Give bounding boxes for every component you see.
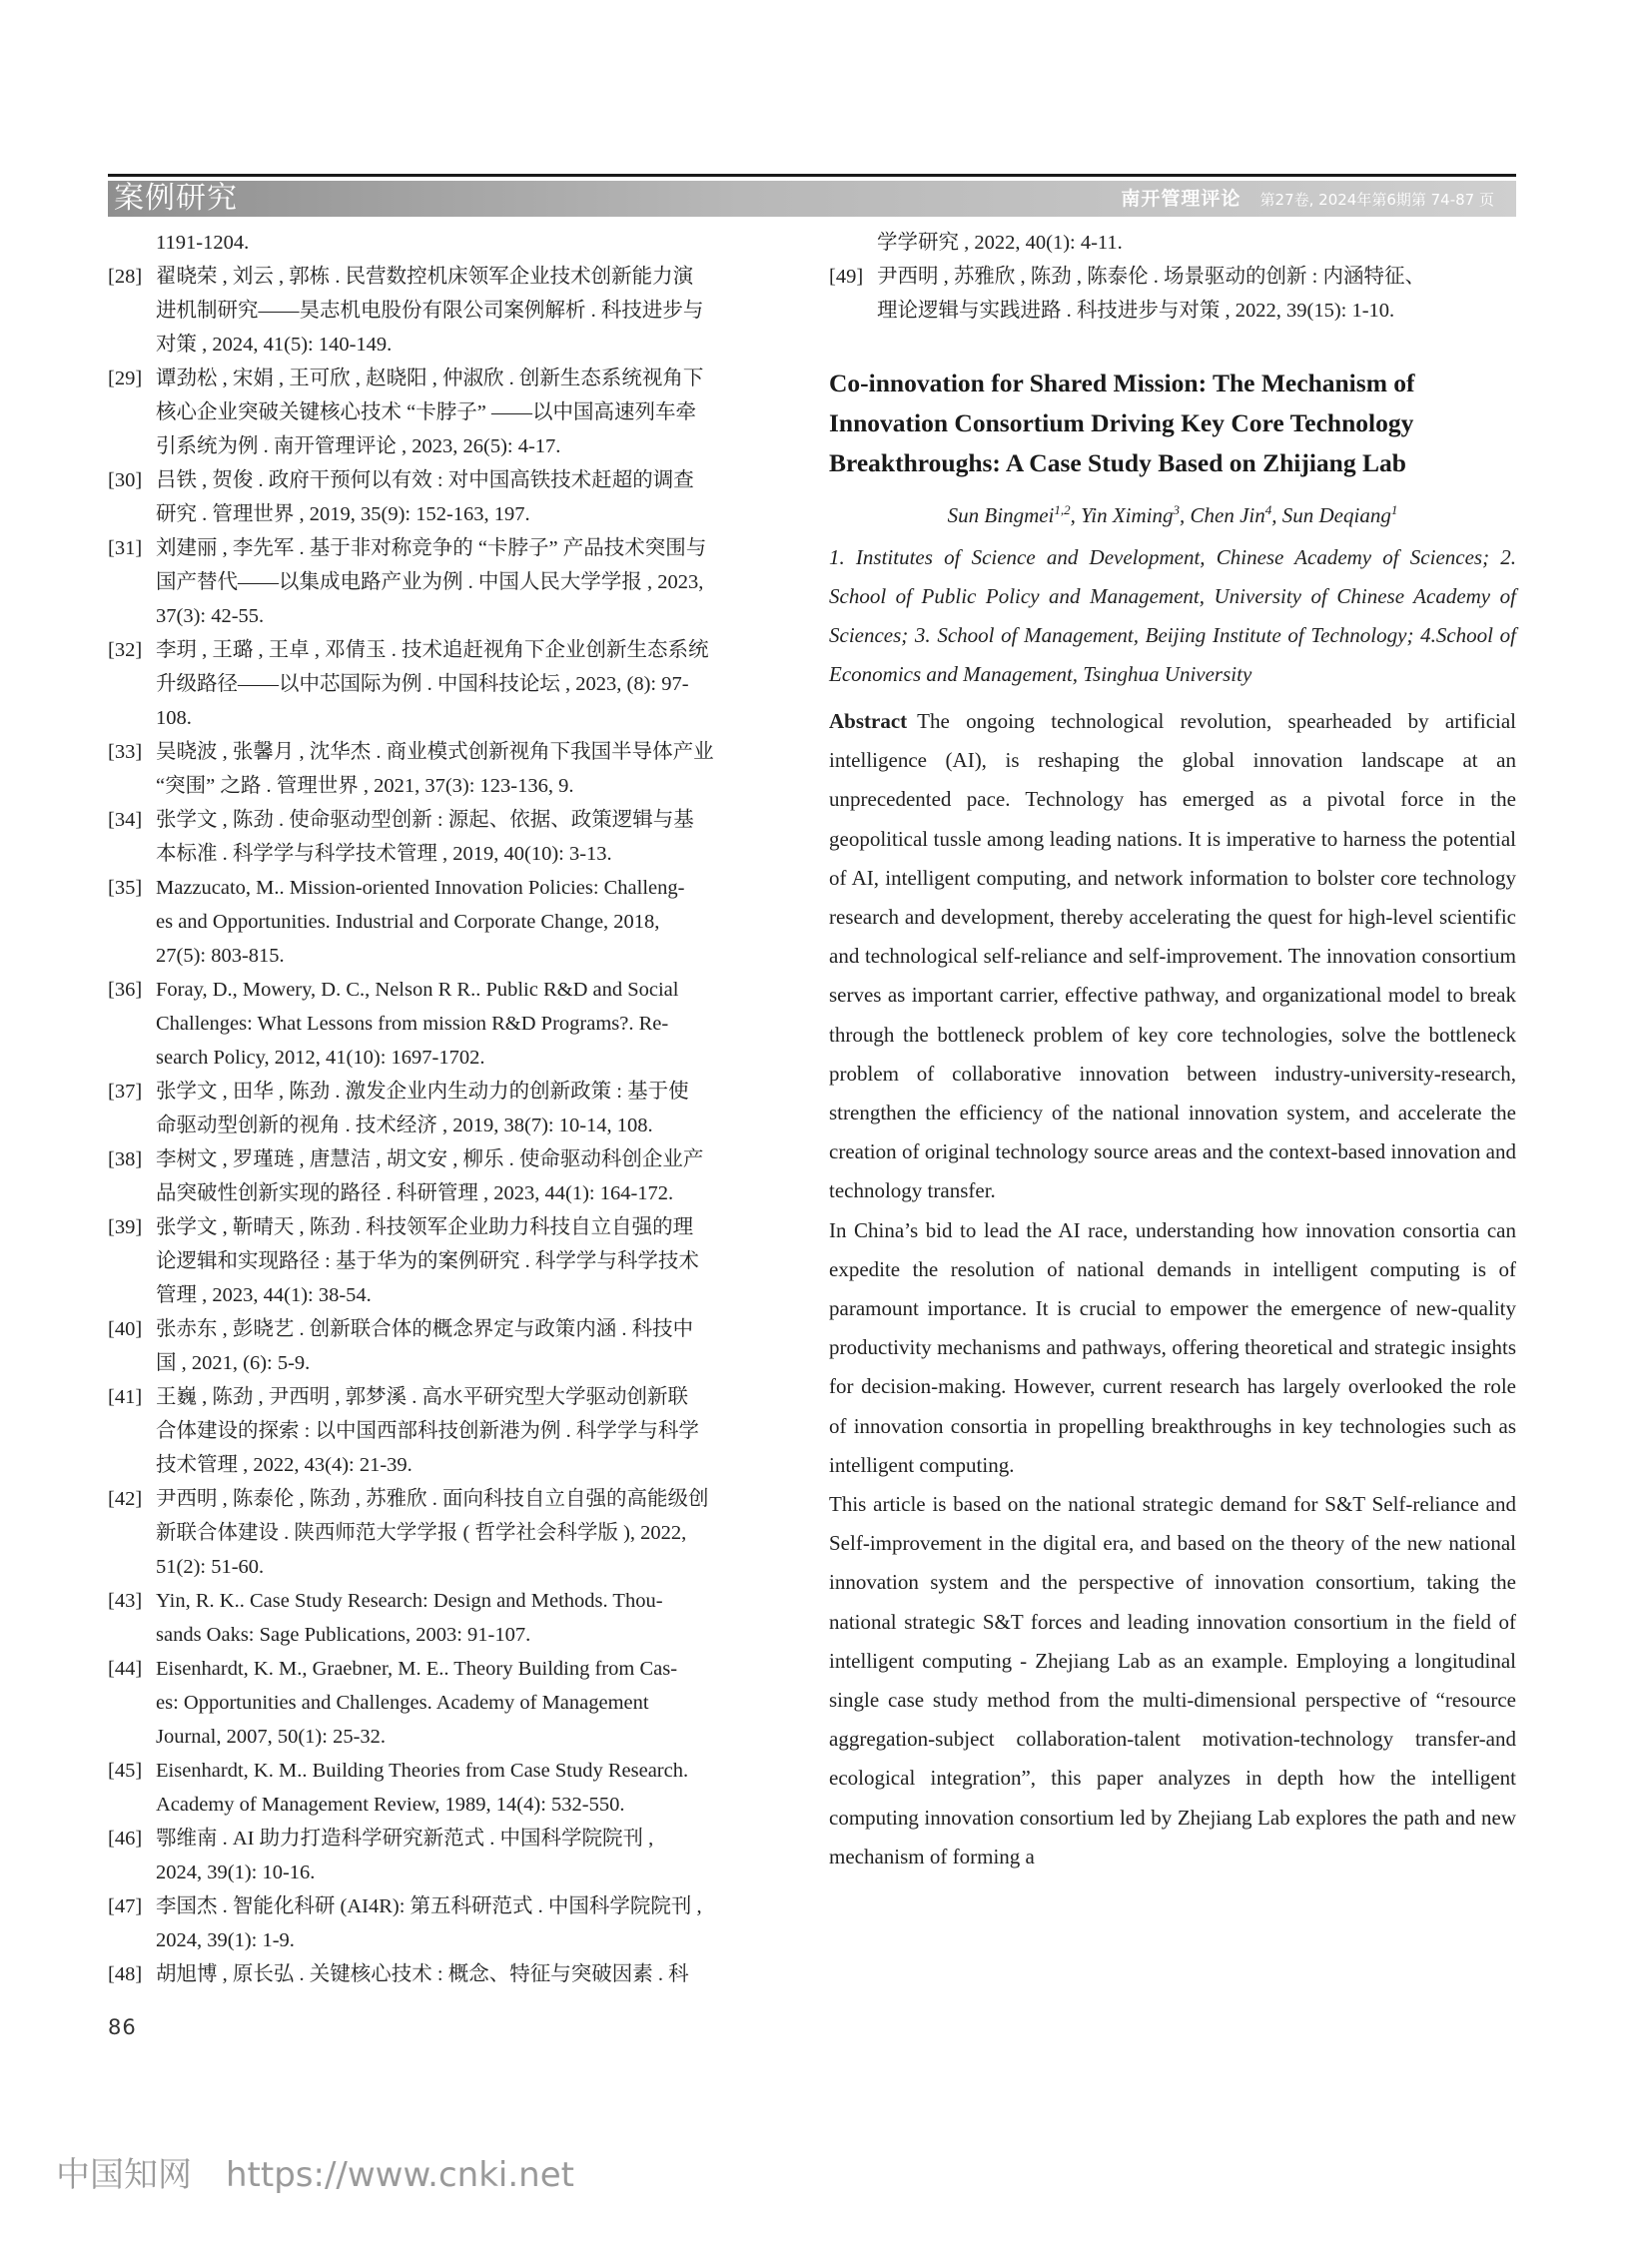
reference-line: 国 , 2021, (6): 5-9. (156, 1352, 311, 1374)
reference-line: 张学文 , 田华 , 陈劲 . 激发企业内生动力的创新政策 : 基于使 (156, 1081, 689, 1103)
reference-text (156, 531, 792, 633)
reference-number: [31] (108, 537, 143, 559)
reference-item (108, 1652, 792, 1754)
reference-number: [45] (108, 1760, 143, 1782)
author-affiliation-marker: 3 (1173, 502, 1181, 517)
cnki-watermark (56, 2147, 574, 2196)
reference-number: [43] (108, 1590, 143, 1612)
reference-item (108, 463, 792, 531)
reference-item (108, 803, 792, 871)
reference-item (108, 735, 792, 803)
authors-line: Sun Bingmei$^{1,2}$, Yin Ximing$^3$, Chen Jin$^4$, Sun Deqiang$^1$ (947, 502, 1398, 527)
reference-item (108, 1889, 792, 1957)
page-number: 86 (108, 2015, 137, 2039)
reference-text (156, 362, 792, 463)
reference-item (108, 1957, 792, 1991)
reference-item (108, 871, 792, 973)
author-name: Sun Deqiang (1281, 503, 1391, 527)
reference-item (108, 362, 792, 463)
reference-number: [47] (108, 1895, 143, 1917)
reference-line: Eisenhardt, K. M., Graebner, M. E.. Theory Building from Cas- (156, 1658, 678, 1680)
english-title: Co-innovation for Shared Mission: The Mechanism of Innovation Consortium Driving Key Core Technology Breakthroughs: A Case Study Based on Zhijiang Lab (829, 369, 1415, 477)
reference-item (108, 1312, 792, 1380)
reference-number: [42] (108, 1488, 143, 1510)
reference-line: 2024, 39(1): 1-9. (156, 1929, 295, 1951)
abstract-text-1: The ongoing technological revolution, spearheaded by artificial intelligence (AI), is reshaping the global innovation landscape at an unprecedented pace. Technology has emerged as a pivotal force in the geopolitical tussle among leading nations. It is imperative to harness the potential of AI, intelligent computing, and network information to bolster core technology research and development, thereby accelerating the quest for high-level scientific and technological self-reliance and self-improvement. The innovation consortium serves as important carrier, effective pathway, and organizational model to break through the bottleneck problem of key core technologies, solve the bottleneck problem of collaborative innovation between industry-university-research, strengthen the efficiency of the national innovation system, and accelerate the creation of original technology source areas and the context-based innovation and technology transfer. (829, 709, 1516, 1203)
reference-text (156, 1652, 792, 1754)
reference-number: [33] (108, 741, 143, 763)
header-rule (108, 174, 1516, 177)
reference-line: 对策 , 2024, 41(5): 140-149. (156, 334, 393, 356)
reference-number: [44] (108, 1658, 143, 1680)
reference-text (156, 1075, 792, 1142)
reference-line: 王巍 , 陈劲 , 尹西明 , 郭梦溪 . 高水平研究型大学驱动创新联 (156, 1386, 688, 1408)
reference-line: 理论逻辑与实践进路 . 科技进步与对策 , 2022, 39(15): 1-10. (877, 300, 1395, 322)
reference-text (156, 463, 792, 531)
reference-line: 吕铁 , 贺俊 . 政府干预何以有效 : 对中国高铁技术赶超的调查 (156, 469, 694, 491)
reference-line: 管理 , 2023, 44(1): 38-54. (156, 1284, 372, 1306)
reference-text (156, 1210, 792, 1312)
reference-line: “突围” 之路 . 管理世界 , 2021, 37(3): 123-136, 9. (156, 775, 574, 797)
reference-text (156, 1142, 792, 1210)
reference-line: Yin, R. K.. Case Study Research: Design and Methods. Thou- (156, 1590, 663, 1612)
reference-line: 研究 . 管理世界 , 2019, 35(9): 152-163, 197. (156, 503, 530, 525)
reference-item (108, 531, 792, 633)
reference-continuation: 1191-1204. (156, 232, 250, 254)
right-column (829, 226, 1516, 1876)
reference-line: 鄂维南 . AI 助力打造科学研究新范式 . 中国科学院院刊 , (156, 1828, 654, 1850)
reference-line: 谭劲松 , 宋娟 , 王可欣 , 赵晓阳 , 仲淑欣 . 创新生态系统视角下 (156, 368, 704, 389)
reference-number: [46] (108, 1828, 143, 1850)
reference-line: Academy of Management Review, 1989, 14(4): 532-550. (156, 1794, 625, 1816)
reference-text (156, 1380, 792, 1482)
reference-line: 张赤东 , 彭晓艺 . 创新联合体的概念界定与政策内涵 . 科技中 (156, 1318, 694, 1340)
reference-item (108, 1380, 792, 1482)
reference-line: search Policy, 2012, 41(10): 1697-1702. (156, 1047, 485, 1069)
reference-number: [48] (108, 1963, 143, 1985)
reference-line: 新联合体建设 . 陕西师范大学学报 ( 哲学社会科学版 ), 2022, (156, 1522, 687, 1544)
reference-text (156, 1957, 792, 1991)
affiliations: 1. Institutes of Science and Development, Chinese Academy of Sciences; 2. School of Public Policy and Management, University of Chinese Academy of Sciences; 3. School of Management, Beijing Institute of Technology; 4.School of Economics and Management, Tsinghua University (829, 545, 1516, 686)
reference-line: Mazzucato, M.. Mission-oriented Innovation Policies: Challeng- (156, 877, 685, 899)
reference-item (108, 1210, 792, 1312)
reference-text (156, 973, 792, 1075)
reference-number: [37] (108, 1081, 143, 1103)
author-affiliation-marker: 1,2 (1054, 502, 1071, 517)
reference-text (156, 803, 792, 871)
author-name: Chen Jin (1190, 503, 1265, 527)
reference-number: [40] (108, 1318, 143, 1340)
reference-item (108, 1075, 792, 1142)
section-title: 案例研究 (114, 181, 238, 216)
reference-number: [30] (108, 469, 143, 491)
reference-number: [29] (108, 368, 143, 389)
reference-line: 翟晓荣 , 刘云 , 郭栋 . 民营数控机床领军企业技术创新能力演 (156, 266, 694, 288)
reference-text (877, 260, 1516, 328)
abstract-paragraph-2: In China’s bid to lead the AI race, understanding how innovation consortia can expedite the resolution of national demands in intelligent computing is of paramount importance. It is crucial to empower the emergence of new-quality productivity mechanisms and pathways, offering theoretical and strategic insights for decision-making. However, current research has largely overlooked the role of innovation consortia in propelling breakthroughs in key technologies such as intelligent computing. (829, 1217, 1516, 1477)
reference-line: 命驱动型创新的视角 . 技术经济 , 2019, 38(7): 10-14, 108. (156, 1115, 653, 1136)
reference-line: 108. (156, 707, 192, 729)
author-affiliation-marker: 1 (1390, 502, 1398, 517)
reference-line: 技术管理 , 2022, 43(4): 21-39. (156, 1454, 413, 1476)
author-name: Yin Ximing (1081, 503, 1174, 527)
reference-line: 2024, 39(1): 10-16. (156, 1862, 316, 1883)
watermark-name: 中国知网 (56, 2155, 192, 2195)
reference-continuation: 学学研究 , 2022, 40(1): 4-11. (877, 232, 1123, 254)
reference-item (108, 1482, 792, 1584)
reference-line: 李玥 , 王璐 , 王卓 , 邓倩玉 . 技术追赶视角下企业创新生态系统 (156, 639, 709, 661)
reference-item (108, 633, 792, 735)
reference-line: 论逻辑和实现路径 : 基于华为的案例研究 . 科学学与科学技术 (156, 1250, 699, 1272)
reference-line: Eisenhardt, K. M.. Building Theories from Case Study Research. (156, 1760, 689, 1782)
reference-line: 37(3): 42-55. (156, 605, 265, 627)
reference-number: [34] (108, 809, 143, 831)
reference-item (108, 1822, 792, 1889)
reference-text (156, 1889, 792, 1957)
reference-line: 进机制研究——昊志机电股份有限公司案例解析 . 科技进步与 (156, 300, 704, 322)
reference-line: 升级路径——以中芯国际为例 . 中国科技论坛 , 2023, (8): 97- (156, 673, 689, 695)
reference-number: [35] (108, 877, 143, 899)
reference-line: 51(2): 51-60. (156, 1556, 265, 1578)
reference-line: 胡旭博 , 原长弘 . 关键核心技术 : 概念、特征与突破因素 . 科 (156, 1963, 689, 1985)
reference-text (156, 1312, 792, 1380)
reference-line: es: Opportunities and Challenges. Academy of Management (156, 1692, 649, 1714)
reference-line: 品突破性创新实现的路径 . 科研管理 , 2023, 44(1): 164-172. (156, 1182, 674, 1204)
reference-text (156, 1482, 792, 1584)
reference-text (156, 633, 792, 735)
watermark-url: https://www.cnki.net (226, 2155, 574, 2195)
reference-number: [39] (108, 1216, 143, 1238)
reference-line: es and Opportunities. Industrial and Corporate Change, 2018, (156, 911, 660, 933)
reference-line: 张学文 , 陈劲 . 使命驱动型创新 : 源起、依据、政策逻辑与基 (156, 809, 694, 831)
reference-line: 刘建丽 , 李先军 . 基于非对称竞争的 “卡脖子” 产品技术突围与 (156, 537, 707, 559)
reference-line: 国产替代——以集成电路产业为例 . 中国人民大学学报 , 2023, (156, 571, 704, 593)
reference-number: [38] (108, 1148, 143, 1170)
left-column-references (108, 226, 792, 1991)
reference-item (108, 260, 792, 362)
journal-name: 南开管理评论 (1121, 188, 1241, 210)
reference-item (108, 1584, 792, 1652)
reference-line: 本标准 . 科学学与科学技术管理 , 2019, 40(10): 3-13. (156, 843, 612, 865)
reference-item (108, 1142, 792, 1210)
reference-line: Challenges: What Lessons from mission R&D Programs?. Re- (156, 1013, 669, 1035)
running-header (108, 181, 1516, 217)
abstract-paragraph-3: This article is based on the national strategic demand for S&T Self-reliance and Self-improvement in the digital era, and based on the theory of the new national innovation system and the perspective of innovation consortium, taking the national strategic S&T forces and leading innovation consortium in the field of intelligent computing - Zhejiang Lab as an example. Employing a longitudinal single case study method from the multi-dimensional perspective of “resource aggregation-subject collaboration-talent motivation-technology transfer-and ecological integration”, this paper analyzes in depth how the intelligent computing innovation consortium led by Zhejiang Lab explores the path and new mechanism of forming a (829, 1492, 1516, 1868)
reference-number: [41] (108, 1386, 143, 1408)
reference-line: 张学文 , 靳晴天 , 陈劲 . 科技领军企业助力科技自立自强的理 (156, 1216, 694, 1238)
reference-number: [36] (108, 979, 143, 1001)
abstract-label: Abstract (829, 709, 908, 733)
reference-text (156, 735, 792, 803)
reference-line: 吴晓波 , 张馨月 , 沈华杰 . 商业模式创新视角下我国半导体产业 (156, 741, 714, 763)
reference-line: 合体建设的探索 : 以中国西部科技创新港为例 . 科学学与科学 (156, 1420, 699, 1442)
reference-item (108, 973, 792, 1075)
reference-text (156, 871, 792, 973)
reference-text (156, 260, 792, 362)
reference-line: Journal, 2007, 50(1): 25-32. (156, 1726, 387, 1748)
reference-line: Foray, D., Mowery, D. C., Nelson R R.. Public R&D and Social (156, 979, 679, 1001)
author-name: Sun Bingmei (947, 503, 1055, 527)
reference-line: 李树文 , 罗瑾琏 , 唐慧洁 , 胡文安 , 柳乐 . 使命驱动科创企业产 (156, 1148, 704, 1170)
right-references (829, 226, 1516, 328)
reference-line: sands Oaks: Sage Publications, 2003: 91-107. (156, 1624, 531, 1646)
reference-line: 核心企业突破关键核心技术 “卡脖子” ——以中国高速列车牵 (156, 401, 696, 423)
reference-item (108, 1754, 792, 1822)
reference-line: 尹西明 , 苏雅欣 , 陈劲 , 陈泰伦 . 场景驱动的创新 : 内涵特征、 (877, 266, 1425, 288)
journal-info (1121, 181, 1494, 217)
issue-info: 第27卷, 2024年第6期第 74-87 页 (1259, 191, 1494, 209)
reference-number: [32] (108, 639, 143, 661)
abstract-paragraph-1 (829, 702, 1516, 1211)
reference-line: 尹西明 , 陈泰伦 , 陈劲 , 苏雅欣 . 面向科技自立自强的高能级创 (156, 1488, 709, 1510)
reference-line: 李国杰 . 智能化科研 (AI4R): 第五科研范式 . 中国科学院院刊 , (156, 1895, 702, 1917)
reference-number: [28] (108, 266, 143, 288)
reference-text (156, 1754, 792, 1822)
reference-line: 27(5): 803-815. (156, 945, 285, 967)
reference-number: [49] (829, 266, 864, 288)
reference-text (156, 1822, 792, 1889)
reference-text (156, 1584, 792, 1652)
author-affiliation-marker: 4 (1264, 502, 1272, 517)
reference-item (829, 260, 1516, 328)
reference-line: 引系统为例 . 南开管理评论 , 2023, 26(5): 4-17. (156, 435, 561, 457)
